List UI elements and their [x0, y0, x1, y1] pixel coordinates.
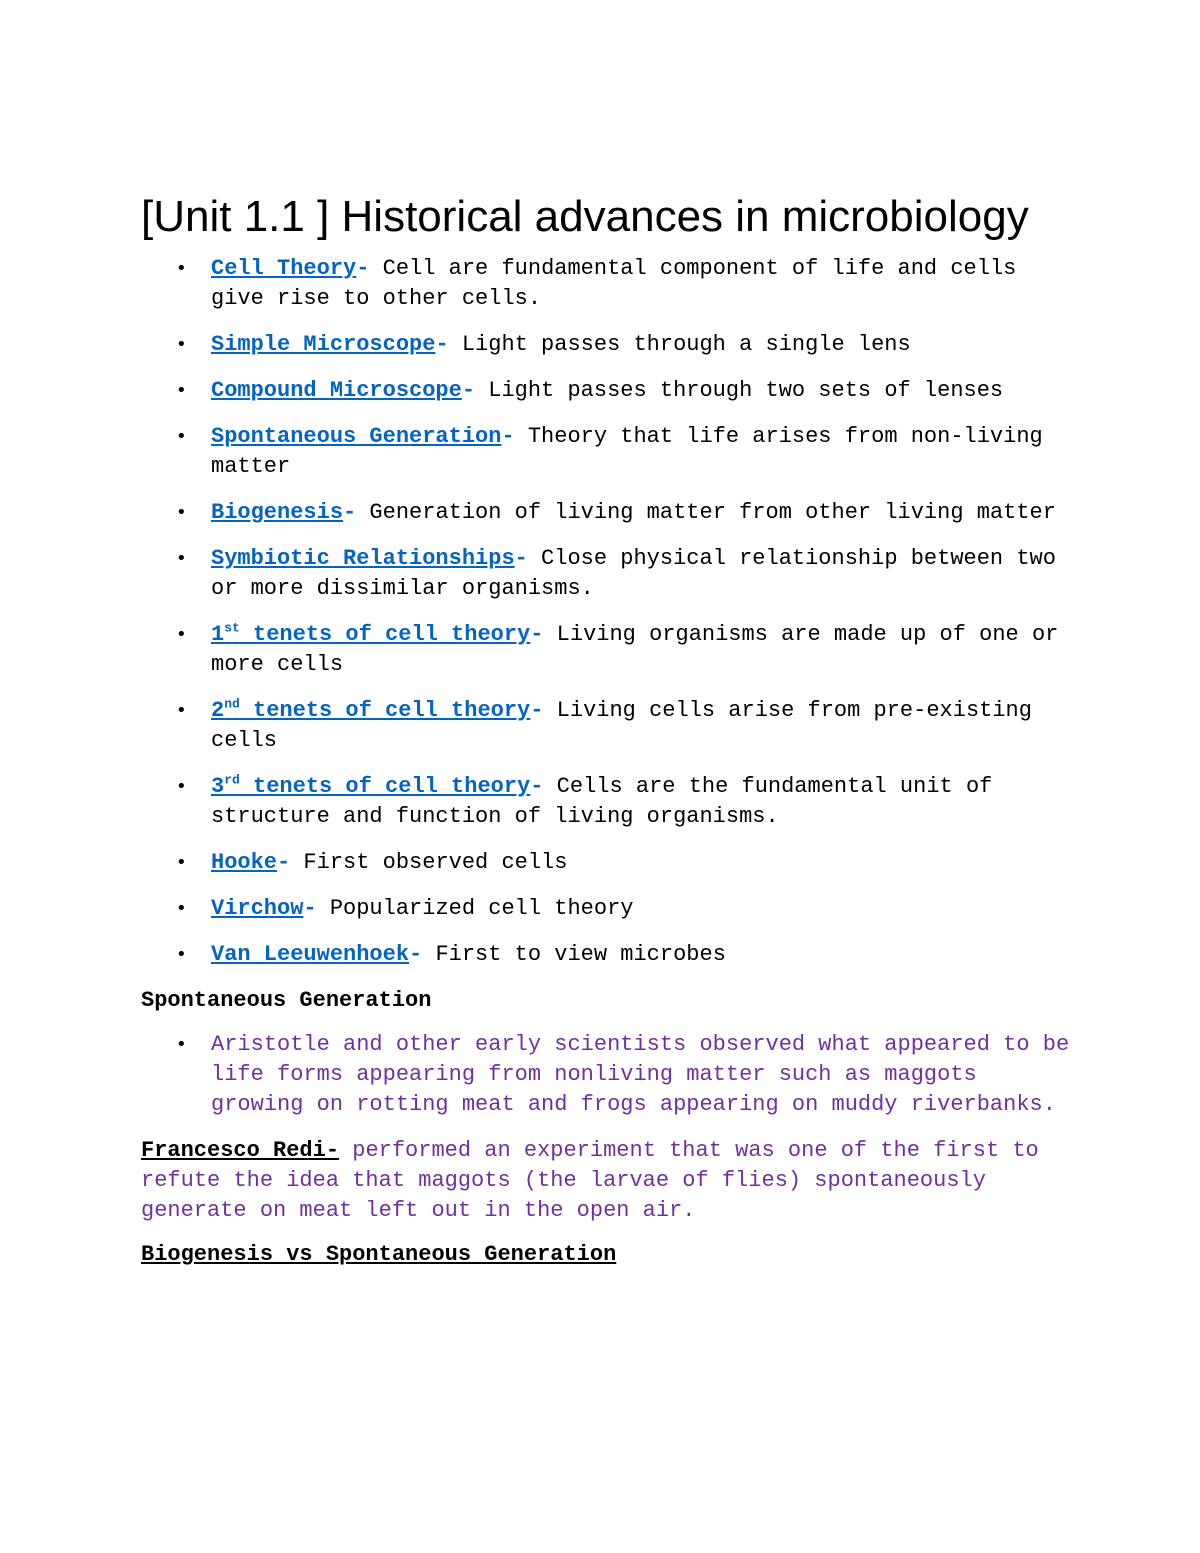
document-page	[141, 188, 1071, 1270]
bullet-icon: •	[176, 944, 187, 965]
term-text: Biogenesis	[211, 500, 344, 525]
bullet-icon: •	[176, 334, 187, 355]
term-item	[141, 422, 1071, 482]
term-link[interactable]	[211, 942, 409, 967]
bullet-icon: •	[176, 852, 187, 873]
term-item	[141, 848, 1071, 878]
term-link[interactable]	[211, 896, 303, 921]
spontaneous-generation-list	[141, 1030, 1071, 1120]
terms-list	[141, 254, 1071, 970]
term-item	[141, 254, 1071, 314]
list-item-text: Aristotle and other early scientists observed what appeared to be life forms appearing from nonliving matter such as maggots growing on rotting meat and frogs appearing on muddy riverbanks.	[211, 1032, 1070, 1117]
term-text: 2	[211, 698, 225, 723]
bullet-icon: •	[176, 1034, 187, 1055]
term-definition: Living organisms are made up of one or more cells	[211, 622, 1059, 677]
term-superscript: st	[224, 620, 240, 636]
term-dash: -	[303, 896, 317, 921]
term-link[interactable]	[211, 500, 343, 525]
bullet-icon: •	[176, 380, 187, 401]
term-definition: Cell are fundamental component of life and cells give rise to other cells.	[211, 256, 1017, 311]
term-item	[141, 894, 1071, 924]
term-dash: -	[501, 424, 515, 449]
term-definition: Generation of living matter from other living matter	[356, 500, 1056, 525]
redi-paragraph	[141, 1136, 1071, 1226]
term-definition: Living cells arise from pre-existing cells	[211, 698, 1032, 753]
term-definition: First to view microbes	[422, 942, 726, 967]
term-dash: -	[514, 546, 528, 571]
section-heading-biogenesis-vs-spontaneous: Biogenesis vs Spontaneous Generation	[141, 1242, 617, 1267]
term-definition: Light passes through two sets of lenses	[475, 378, 1004, 403]
term-item	[141, 498, 1071, 528]
term-dash: -	[530, 622, 544, 647]
term-text: Symbiotic Relationships	[211, 546, 515, 571]
term-link[interactable]	[211, 424, 501, 449]
term-dash: -	[277, 850, 291, 875]
bullet-icon: •	[176, 624, 187, 645]
term-link[interactable]	[211, 546, 515, 571]
term-item	[141, 940, 1071, 970]
term-text: Van Leeuwenhoek	[211, 942, 410, 967]
bullet-icon: •	[176, 258, 187, 279]
term-dash: -	[530, 774, 544, 799]
term-link[interactable]	[211, 698, 530, 723]
bullet-icon: •	[176, 426, 187, 447]
term-dash: -	[356, 256, 370, 281]
term-superscript: nd	[224, 696, 240, 712]
term-link[interactable]	[211, 256, 356, 281]
bullet-icon: •	[176, 700, 187, 721]
bullet-icon: •	[176, 502, 187, 523]
redi-name: Francesco Redi-	[141, 1138, 340, 1163]
term-definition: Close physical relationship between two or more dissimilar organisms.	[211, 546, 1056, 601]
list-item	[141, 1030, 1071, 1120]
term-dash: -	[435, 332, 449, 357]
term-text: Hooke	[211, 850, 278, 875]
term-item	[141, 620, 1071, 680]
term-suffix: tenets of cell theory	[239, 622, 531, 647]
redi-text: performed an experiment that was one of the first to refute the idea that maggots (the larvae of flies) spontaneously generate on meat left out in the open air.	[141, 1138, 1039, 1223]
term-item	[141, 696, 1071, 756]
term-dash: -	[409, 942, 423, 967]
term-dash: -	[530, 698, 544, 723]
term-item	[141, 330, 1071, 360]
term-text: Spontaneous Generation	[211, 424, 502, 449]
term-suffix: tenets of cell theory	[239, 698, 531, 723]
term-text: Virchow	[211, 896, 304, 921]
term-text: Simple Microscope	[211, 332, 436, 357]
bullet-icon: •	[176, 548, 187, 569]
term-link[interactable]	[211, 332, 435, 357]
term-definition: First observed cells	[290, 850, 568, 875]
term-link[interactable]	[211, 378, 462, 403]
bullet-icon: •	[176, 898, 187, 919]
term-item	[141, 772, 1071, 832]
term-definition: Cells are the fundamental unit of structure and function of living organisms.	[211, 774, 993, 829]
term-suffix: tenets of cell theory	[239, 774, 531, 799]
term-item	[141, 376, 1071, 406]
term-definition: Theory that life arises from non-living matter	[211, 424, 1043, 479]
term-dash: -	[461, 378, 476, 403]
term-definition: Light passes through a single lens	[448, 332, 911, 357]
term-text: 1	[211, 622, 225, 647]
term-link[interactable]	[211, 850, 277, 875]
term-text: 3	[211, 774, 225, 799]
term-text: Cell Theory	[211, 256, 357, 281]
term-definition: Popularized cell theory	[316, 896, 634, 921]
term-text: Compound Microscope	[211, 378, 462, 403]
term-link[interactable]	[211, 774, 530, 799]
term-link[interactable]	[211, 622, 530, 647]
page-title: [Unit 1.1 ] Historical advances in microbiology	[141, 192, 1029, 241]
term-dash: -	[343, 500, 357, 525]
term-superscript: rd	[224, 772, 240, 788]
bullet-icon: •	[176, 776, 187, 797]
term-item	[141, 544, 1071, 604]
section-heading-spontaneous-generation: Spontaneous Generation	[141, 988, 432, 1013]
